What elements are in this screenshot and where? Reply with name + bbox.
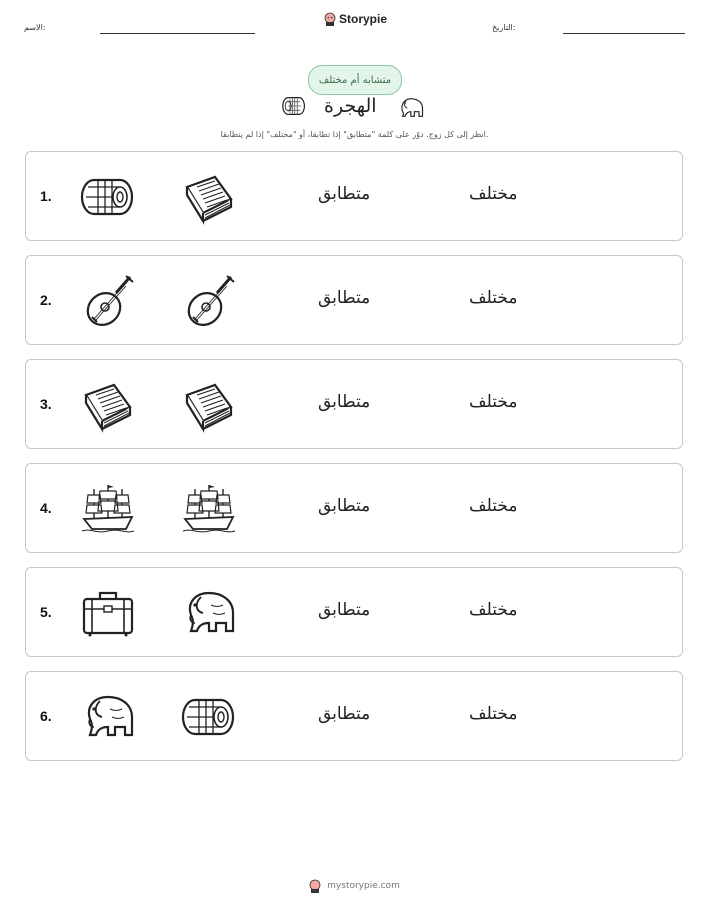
different-option[interactable]: مختلف [469,600,518,620]
sailing-ship-icon [80,481,136,537]
same-option[interactable]: متطابق [318,288,371,308]
rolled-mat-icon [181,689,237,745]
sailing-ship-icon [181,481,237,537]
book-icon [181,169,237,225]
row-number: 1. [40,188,52,204]
same-option[interactable]: متطابق [318,704,371,724]
row-number: 3. [40,396,52,412]
title-row [280,92,430,122]
suitcase-icon [80,585,136,641]
exercise-row [25,151,683,241]
elephant-icon [181,585,237,641]
row-number: 6. [40,708,52,724]
elephant-icon [398,94,426,120]
oud-icon [80,273,136,329]
different-option[interactable]: مختلف [469,184,518,204]
footer-url[interactable]: mystorypie.com [327,881,400,891]
exercise-row [25,359,683,449]
rolled-mat-icon [280,94,306,118]
row-number: 5. [40,604,52,620]
oud-icon [181,273,237,329]
exercise-row [25,567,683,657]
exercise-row [25,463,683,553]
exercise-row [25,255,683,345]
different-option[interactable]: مختلف [469,392,518,412]
footer [0,879,709,893]
brand-logo [324,12,387,26]
page-title: الهجرة [324,95,377,117]
different-option[interactable]: مختلف [469,704,518,724]
name-line[interactable] [100,33,255,34]
instructions-text: انظر إلى كل زوج. دوّر على كلمة "متطابق" إذا تطابقا، أو "مختلف" إذا لم يتطابقا. [220,130,489,139]
row-number: 4. [40,500,52,516]
book-icon [181,377,237,433]
same-option[interactable]: متطابق [318,184,371,204]
exercise-row [25,671,683,761]
worksheet-type-badge: متشابه أم مختلف [308,65,402,95]
row-number: 2. [40,292,52,308]
same-option[interactable]: متطابق [318,392,371,412]
same-option[interactable]: متطابق [318,496,371,516]
storypie-mascot-icon [324,12,336,26]
same-option[interactable]: متطابق [318,600,371,620]
rolled-mat-icon [80,169,136,225]
brand-name: Storypie [339,12,388,26]
different-option[interactable]: مختلف [469,288,518,308]
book-icon [80,377,136,433]
different-option[interactable]: مختلف [469,496,518,516]
date-line[interactable] [563,33,685,34]
elephant-icon [80,689,136,745]
name-label: الاسم: [24,23,46,32]
date-label: التاريخ: [492,23,516,32]
storypie-mascot-icon [309,879,321,893]
